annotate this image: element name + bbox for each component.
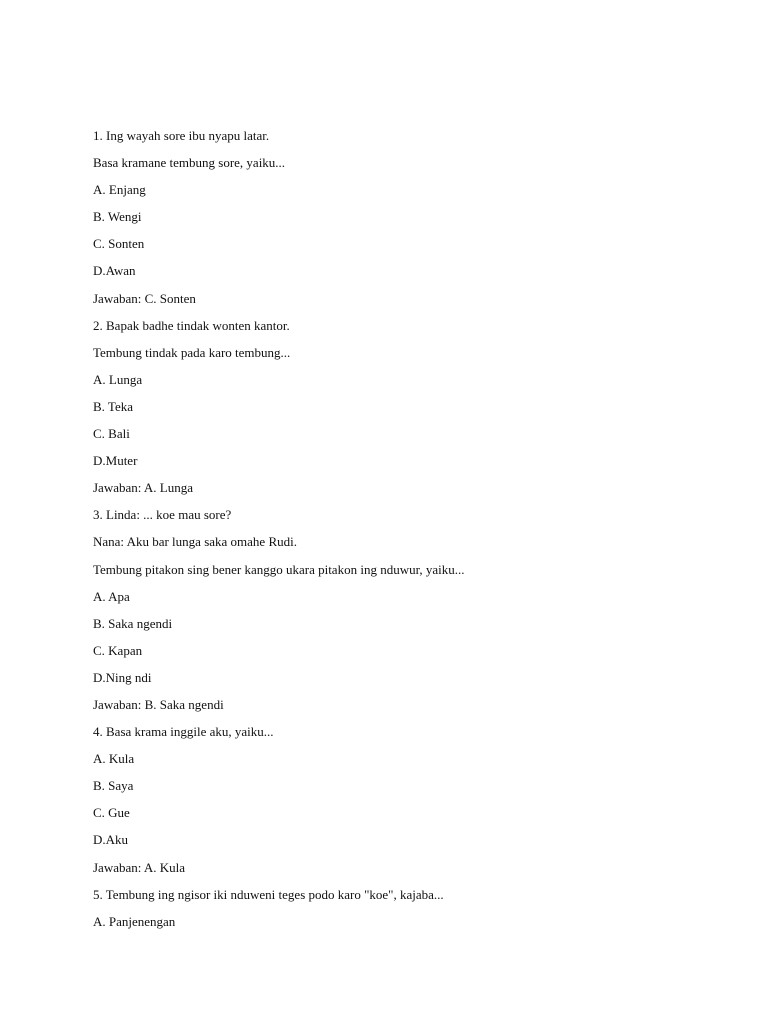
question-1-option-d: D.Awan — [93, 263, 136, 279]
question-2-option-a: A. Lunga — [93, 371, 143, 387]
question-2-option-c: C. Bali — [93, 426, 130, 442]
question-2-option-d: D.Muter — [93, 453, 138, 469]
question-1-text: 1. Ing wayah sore ibu nyapu latar. — [93, 128, 270, 143]
question-3-option-b: B. Saka ngendi — [93, 615, 173, 631]
question-1-option-c: C. Sonten — [93, 236, 145, 252]
question-1-option-a: A. Enjang — [93, 182, 146, 198]
question-2-prompt: Tembung tindak pada karo tembung... — [93, 344, 291, 360]
question-5-option-a: A. Panjenengan — [93, 913, 176, 929]
question-2-option-b: B. Teka — [93, 398, 134, 414]
question-4-answer: Jawaban: A. Kula — [93, 859, 186, 875]
question-2-answer: Jawaban: A. Lunga — [93, 480, 194, 496]
question-3-option-d: D.Ning ndi — [93, 669, 152, 685]
question-5-text: 5. Tembung ing ngisor iki nduweni teges podo karo "koe", kajaba... — [93, 886, 444, 902]
question-4-option-c: C. Gue — [93, 805, 130, 821]
question-3-option-c: C. Kapan — [93, 642, 143, 658]
question-3-option-a: A. Apa — [93, 588, 130, 604]
question-4-text: 4. Basa krama inggile aku, yaiku... — [93, 724, 274, 740]
question-1-answer: Jawaban: C. Sonten — [93, 290, 196, 306]
question-4-option-d: D.Aku — [93, 832, 129, 848]
question-4-option-b: B. Saya — [93, 778, 134, 794]
question-1-option-b: B. Wengi — [93, 209, 142, 225]
question-3-context: Nana: Aku bar lunga saka omahe Rudi. — [93, 534, 297, 550]
question-3-answer: Jawaban: B. Saka ngendi — [93, 696, 224, 712]
question-4-option-a: A. Kula — [93, 751, 135, 767]
question-list — [93, 128, 733, 941]
question-2-text: 2. Bapak badhe tindak wonten kantor. — [93, 317, 290, 333]
question-3-prompt: Tembung pitakon sing bener kanggo ukara pitakon ing nduwur, yaiku... — [93, 561, 465, 577]
question-3-text: 3. Linda: ... koe mau sore? — [93, 507, 232, 523]
question-1-prompt: Basa kramane tembung sore, yaiku... — [93, 155, 286, 171]
